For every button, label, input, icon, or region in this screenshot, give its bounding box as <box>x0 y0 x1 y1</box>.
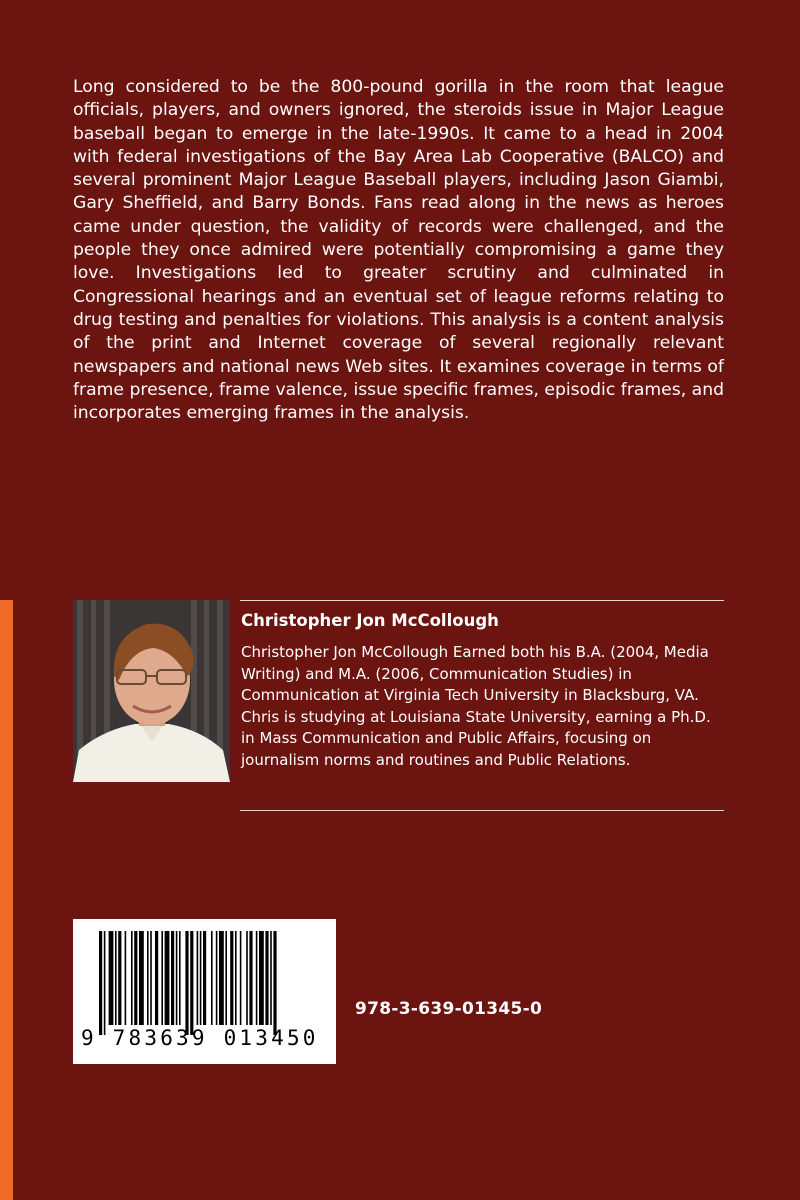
author-name: Christopher Jon McCollough <box>241 611 499 630</box>
author-bio: Christopher Jon McCollough Earned both his B.A. (2004, Media Writing) and M.A. (2006, Communication Studies) in Communication at Virginia Tech University in Blacksburg, VA. Chris is studying at Louisiana State University, earning a Ph.D. in Mass Communication and Public Affairs, focusing on journalism norms and routines and Public Relations. <box>241 643 711 769</box>
isbn-number: 978-3-639-01345-0 <box>355 999 543 1019</box>
orange-accent-strip <box>0 600 13 1200</box>
barcode-digits: 9 783639 013450 <box>81 1026 319 1050</box>
barcode <box>73 919 336 1064</box>
author-section-bottom-rule <box>240 810 724 811</box>
author-section-top-rule <box>240 600 724 601</box>
author-photo <box>73 600 230 782</box>
book-description: Long considered to be the 800-pound gorilla in the room that league officials, players, and owners ignored, the steroids issue in Major League baseball began to emerge in the late-1990s. It came to a head in 2004 with federal investigations of the Bay Area Lab Cooperative (BALCO) and several prominent Major League Baseball players, including Jason Giambi, Gary Sheffield, and Barry Bonds. Fans read along in the news as heroes came under question, the validity of records were challenged, and the people they once admired were potentially compromising a game they love. Investigations led to greater scrutiny and culminated in Congressional hearings and an eventual set of league reforms relating to drug testing and penalties for violations. This analysis is a content analysis of the print and Internet coverage of several regionally relevant newspapers and national news Web sites. It examines coverage in terms of frame presence, frame valence, issue specific frames, episodic frames, and incorporates emerging frames in the analysis. <box>73 77 724 424</box>
